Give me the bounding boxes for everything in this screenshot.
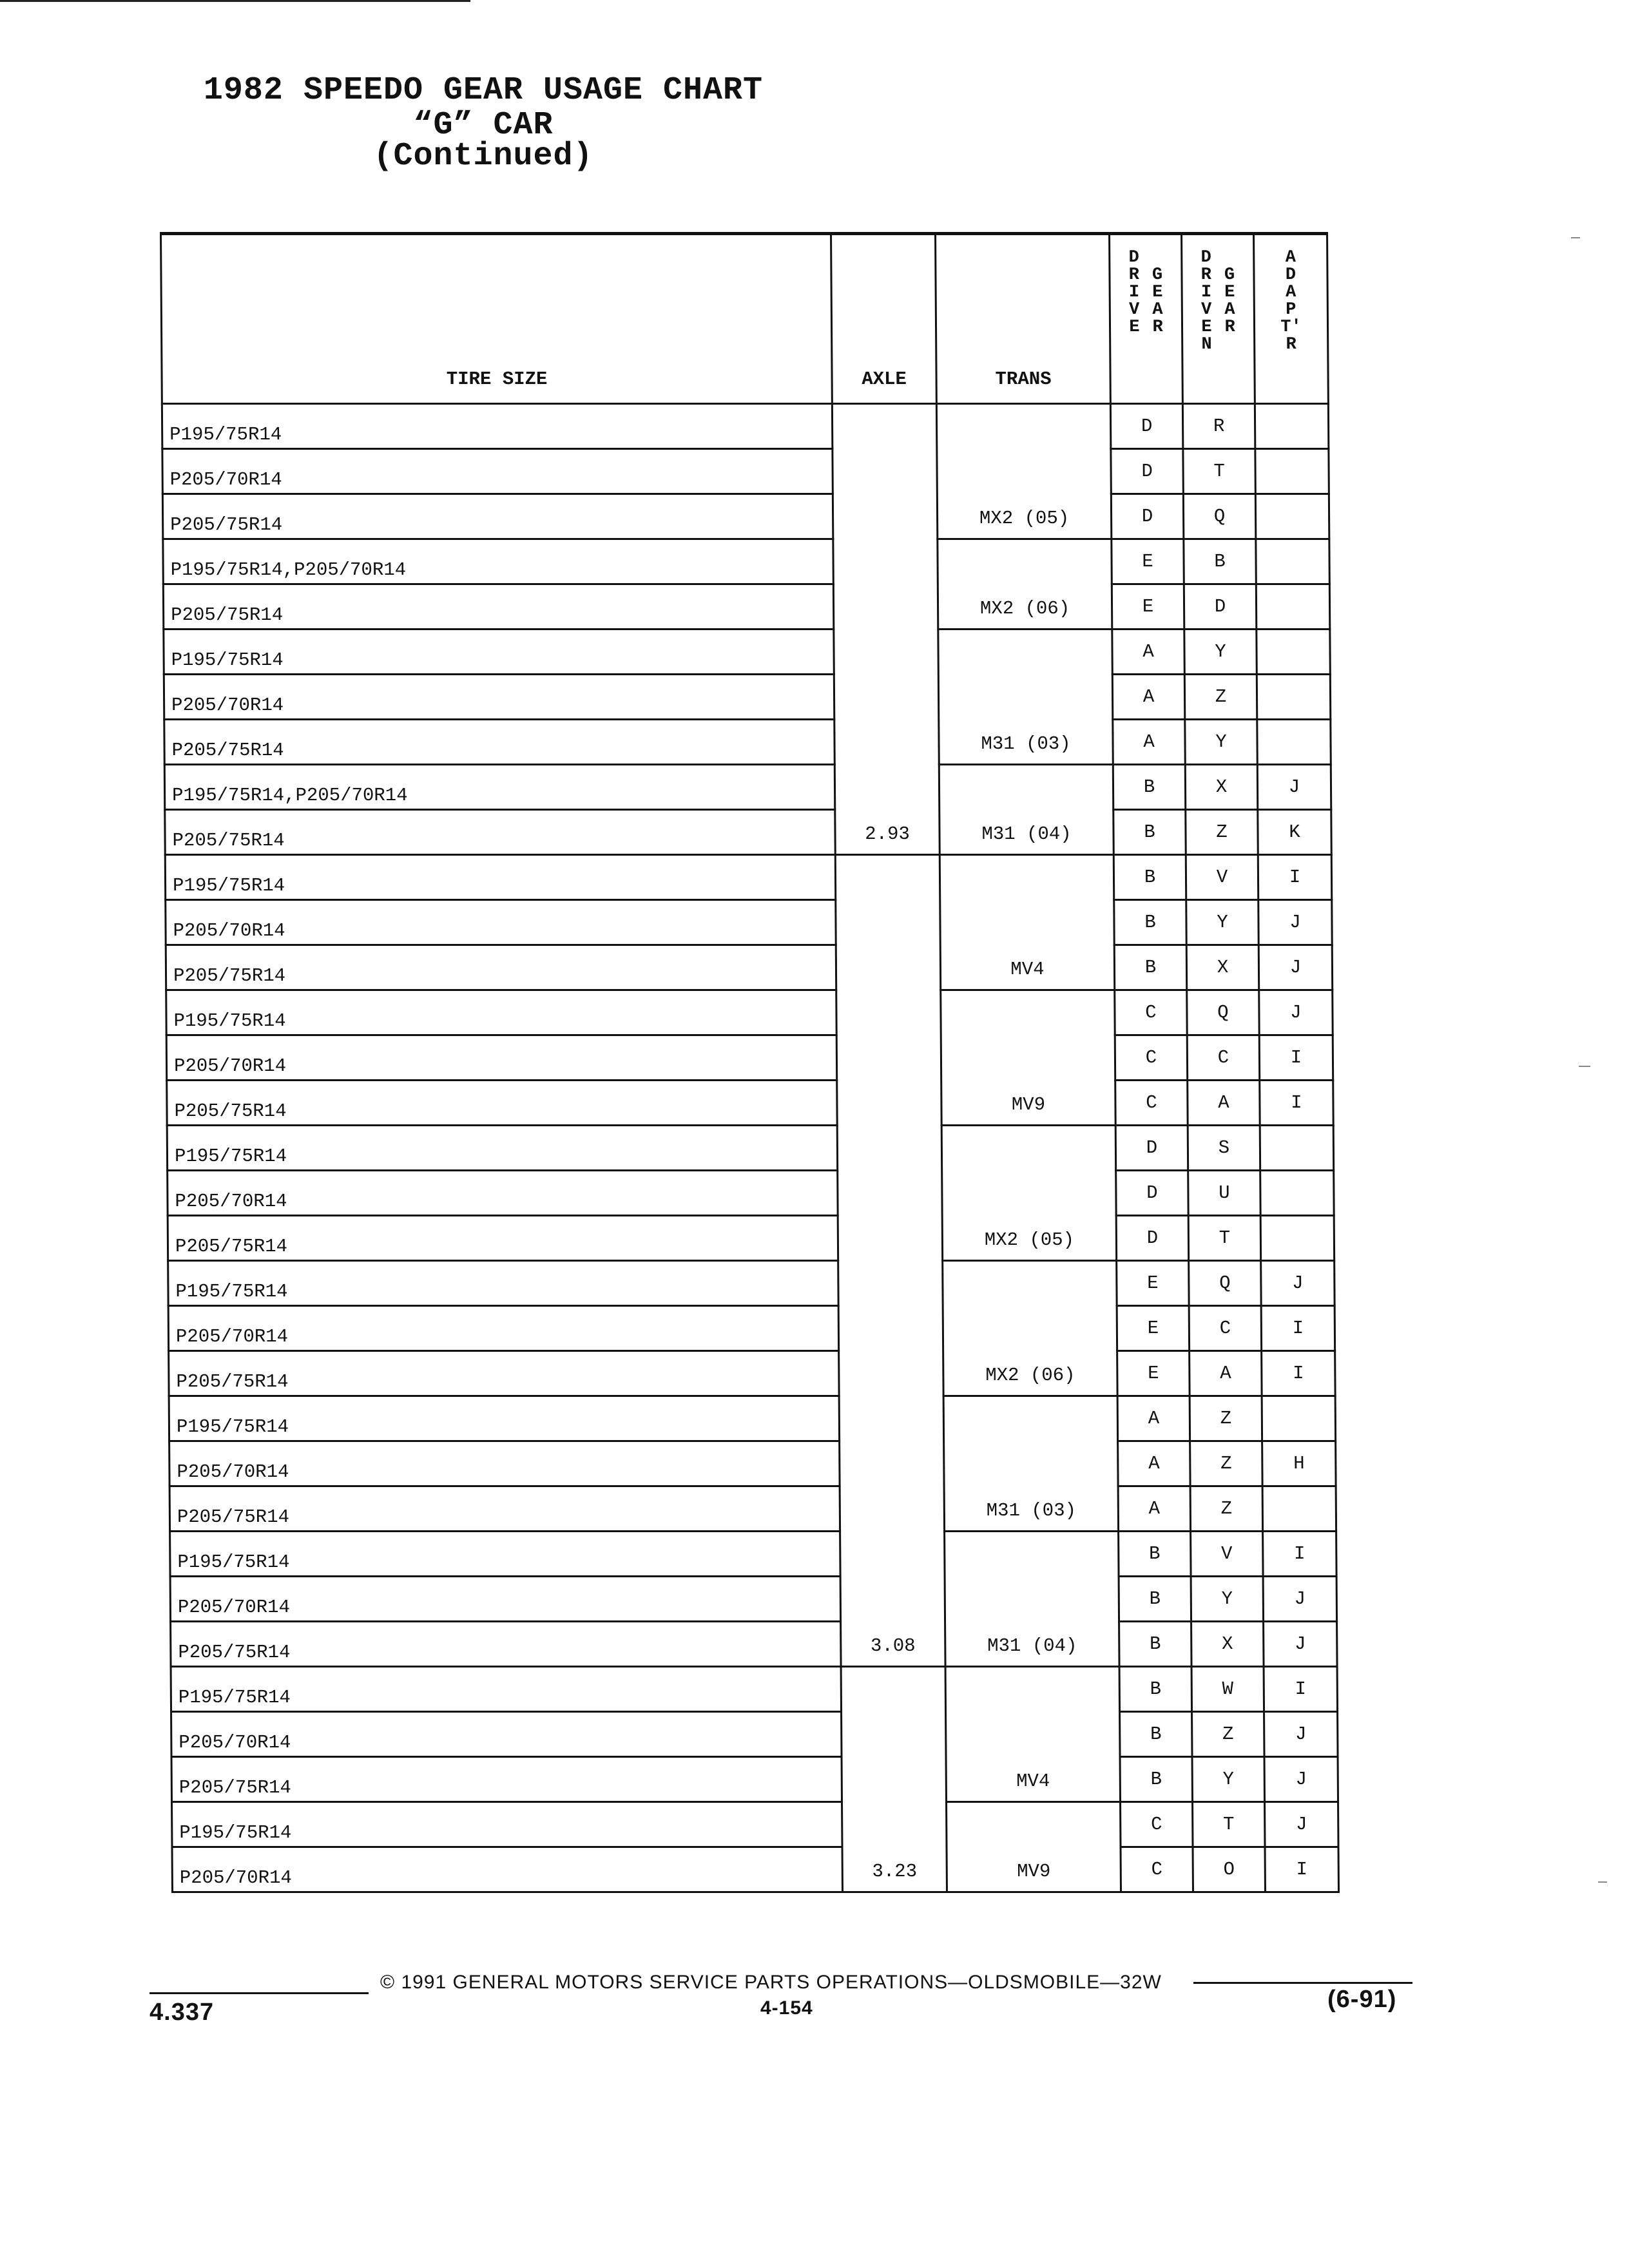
drive-gear-cell: C <box>1115 990 1187 1035</box>
adapter-cell <box>1262 1486 1336 1532</box>
adapter-cell <box>1257 675 1330 720</box>
driven-gear-cell: Y <box>1191 1577 1263 1622</box>
tire-size-cell: P205/70R14 <box>164 675 834 720</box>
adapter-cell <box>1262 1396 1335 1441</box>
revision-date: (6-91) <box>1327 1986 1397 2013</box>
drive-gear-cell: E <box>1117 1261 1189 1306</box>
margin-mark <box>1571 237 1580 238</box>
adapter-cell: J <box>1264 1757 1338 1802</box>
transmission-cell: MX2 (05) <box>936 404 1111 539</box>
drive-gear-cell: D <box>1116 1171 1188 1216</box>
header-letter: T′ <box>1280 318 1302 337</box>
driven-gear-cell: Z <box>1190 1441 1262 1486</box>
footer-rule-left <box>149 1992 369 1994</box>
drive-gear-cell: E <box>1112 539 1184 584</box>
table-row <box>169 1351 1335 1396</box>
chart-subtitle: “G” CAR <box>413 107 554 144</box>
table-row <box>163 539 1329 584</box>
header-letter: D <box>1200 248 1211 267</box>
driven-gear-cell: C <box>1187 1035 1259 1081</box>
adapter-cell <box>1257 720 1331 765</box>
driven-gear-cell: T <box>1193 1802 1265 1847</box>
adapter-cell: J <box>1263 1577 1336 1622</box>
driven-gear-cell: V <box>1186 855 1258 900</box>
transmission-cell: M31 (03) <box>938 629 1113 765</box>
tire-size-cell: P205/75R14 <box>164 720 834 765</box>
tire-size-cell: P205/75R14 <box>166 945 836 990</box>
transmission-cell: MV4 <box>940 855 1114 990</box>
tire-size-cell: P205/75R14 <box>167 1081 837 1126</box>
table-row <box>170 1577 1336 1622</box>
adapter-header <box>1254 234 1329 404</box>
table-row <box>164 765 1331 810</box>
adapter-cell: I <box>1260 1081 1333 1126</box>
header-letter: D <box>1128 248 1139 267</box>
header-letter: V <box>1201 300 1212 320</box>
table-row <box>165 855 1331 900</box>
driven-gear-cell: O <box>1193 1847 1265 1892</box>
transmission-cell: M31 (03) <box>943 1396 1118 1532</box>
chart-title: 1982 SPEEDO GEAR USAGE CHART <box>203 72 764 109</box>
header-letter: I <box>1200 283 1212 302</box>
driven-gear-cell: Z <box>1192 1712 1264 1757</box>
table-row <box>169 1396 1335 1441</box>
speedo-gear-table-container <box>160 232 1337 1888</box>
table-body <box>162 404 1338 1892</box>
header-letter: R <box>1152 318 1163 337</box>
driven-gear-cell: Y <box>1185 720 1257 765</box>
driven-gear-cell: X <box>1185 765 1257 810</box>
drive-gear-cell: D <box>1111 494 1183 539</box>
tire-size-cell: P205/70R14 <box>172 1847 842 1892</box>
drive-gear-cell: A <box>1112 629 1184 675</box>
table-row <box>169 1441 1336 1486</box>
tire-size-cell: P195/75R14 <box>165 855 835 900</box>
header-letter: N <box>1201 335 1212 354</box>
adapter-cell: I <box>1261 1306 1335 1351</box>
table-row <box>166 990 1333 1035</box>
adapter-cell <box>1260 1126 1333 1171</box>
driven-gear-cell: X <box>1186 945 1258 990</box>
tire-size-cell: P205/75R14 <box>168 1216 838 1261</box>
header-letter: A <box>1152 300 1163 320</box>
drive-gear-cell: C <box>1121 1847 1193 1892</box>
margin-mark <box>1579 1066 1590 1067</box>
header-letter: I <box>1128 283 1140 302</box>
driven-gear-cell: X <box>1191 1622 1264 1667</box>
trans-header: TRANS <box>936 234 1111 404</box>
footer-rule-right <box>1193 1982 1412 1984</box>
table-row <box>166 945 1332 990</box>
drive-gear-cell: B <box>1119 1667 1191 1712</box>
tire-size-cell: P195/75R14 <box>164 629 834 675</box>
adapter-cell: J <box>1265 1802 1338 1847</box>
header-letter: E <box>1152 283 1163 302</box>
driven-gear-cell: T <box>1183 449 1255 494</box>
adapter-cell: K <box>1258 810 1331 855</box>
table-row <box>162 449 1329 494</box>
adapter-cell: I <box>1263 1532 1336 1577</box>
transmission-cell: MX2 (06) <box>938 539 1112 629</box>
driven-gear-cell: Q <box>1189 1261 1261 1306</box>
driven-gear-cell: Y <box>1184 629 1257 675</box>
driven-gear-cell: C <box>1189 1306 1261 1351</box>
drive-gear-cell: C <box>1121 1802 1193 1847</box>
drive-gear-cell: B <box>1114 900 1186 945</box>
table-row <box>167 1081 1333 1126</box>
drive-gear-cell: B <box>1113 855 1186 900</box>
table-row <box>166 1035 1333 1081</box>
tire-size-cell: P195/75R14 <box>168 1261 838 1306</box>
tire-size-cell: P195/75R14 <box>172 1802 842 1847</box>
tire-size-header: TIRE SIZE <box>161 234 833 404</box>
adapter-cell: J <box>1258 945 1332 990</box>
driven-gear-cell: R <box>1182 404 1255 449</box>
drive-gear-cell: A <box>1118 1441 1190 1486</box>
driven-gear-cell: Z <box>1190 1486 1262 1532</box>
transmission-cell: MV9 <box>947 1802 1121 1892</box>
table-row <box>163 584 1329 629</box>
tire-size-cell: P205/75R14 <box>171 1622 841 1667</box>
table-row <box>162 494 1329 539</box>
driven-gear-cell: S <box>1188 1126 1260 1171</box>
drive-gear-cell: A <box>1117 1396 1190 1441</box>
drive-gear-cell: B <box>1119 1622 1191 1667</box>
table-row <box>168 1261 1335 1306</box>
header-letter: D <box>1285 265 1296 285</box>
tire-size-cell: P195/75R14 <box>162 404 832 449</box>
adapter-cell <box>1255 404 1328 449</box>
drive-gear-cell: B <box>1120 1712 1192 1757</box>
drive-gear-cell: A <box>1113 720 1185 765</box>
header-letter: V <box>1129 300 1140 320</box>
driven-gear-cell: B <box>1184 539 1256 584</box>
driven-gear-cell: D <box>1184 584 1256 629</box>
table-row <box>164 675 1330 720</box>
header-letter: E <box>1224 283 1235 302</box>
adapter-cell <box>1260 1216 1334 1261</box>
header-letter: G <box>1224 265 1235 285</box>
adapter-cell: I <box>1265 1847 1338 1892</box>
table-row <box>165 810 1331 855</box>
tire-size-cell: P205/75R14 <box>163 584 833 629</box>
adapter-cell <box>1255 494 1329 539</box>
tire-size-cell: P205/70R14 <box>168 1306 838 1351</box>
header-letter: R <box>1200 265 1212 285</box>
table-row <box>171 1622 1337 1667</box>
speedo-gear-table <box>160 232 1340 1893</box>
header-letter: A <box>1224 300 1235 320</box>
table-row <box>168 1216 1334 1261</box>
tire-size-cell: P195/75R14 <box>166 990 836 1035</box>
tire-size-cell: P205/75R14 <box>162 494 833 539</box>
adapter-cell: I <box>1259 1035 1333 1081</box>
tire-size-cell: P205/75R14 <box>171 1757 842 1802</box>
tire-size-cell: P205/70R14 <box>170 1577 840 1622</box>
driven-gear-cell: V <box>1191 1532 1263 1577</box>
adapter-cell: J <box>1258 900 1332 945</box>
drive-gear-cell: A <box>1118 1486 1190 1532</box>
adapter-cell: J <box>1261 1261 1335 1306</box>
table-row <box>171 1757 1338 1802</box>
table-header-row <box>161 234 1329 404</box>
driven-gear-header <box>1182 234 1255 404</box>
table-row <box>167 1126 1333 1171</box>
tire-size-cell: P195/75R14 <box>169 1396 839 1441</box>
drive-gear-cell: B <box>1119 1577 1191 1622</box>
header-letter: G <box>1152 265 1163 285</box>
table-row <box>162 404 1328 449</box>
transmission-cell: MV9 <box>941 990 1115 1126</box>
drive-gear-cell: B <box>1120 1757 1192 1802</box>
tire-size-cell: P205/75R14 <box>165 810 835 855</box>
continued-label: (Continued) <box>373 138 593 175</box>
header-letter: R <box>1286 335 1296 354</box>
adapter-cell: J <box>1264 1712 1338 1757</box>
axle-header: AXLE <box>831 234 937 404</box>
drive-gear-cell: C <box>1115 1081 1188 1126</box>
driven-gear-cell: Z <box>1186 810 1258 855</box>
table-row <box>171 1712 1338 1757</box>
adapter-cell <box>1256 584 1329 629</box>
driven-gear-cell: U <box>1188 1171 1260 1216</box>
table-row <box>172 1847 1338 1892</box>
header-letter: E <box>1201 318 1212 337</box>
driven-gear-cell: Q <box>1187 990 1259 1035</box>
axle-ratio-cell: 2.93 <box>832 404 940 855</box>
drive-gear-cell: E <box>1117 1306 1189 1351</box>
tire-size-cell: P195/75R14 <box>167 1126 837 1171</box>
adapter-cell <box>1255 449 1329 494</box>
driven-gear-cell: Q <box>1183 494 1255 539</box>
drive-gear-cell: C <box>1115 1035 1187 1081</box>
transmission-cell: M31 (04) <box>945 1532 1119 1667</box>
header-letter: P <box>1286 300 1296 320</box>
tire-size-cell: P195/75R14 <box>170 1532 840 1577</box>
drive-gear-cell: D <box>1111 449 1183 494</box>
driven-gear-cell: Y <box>1192 1757 1264 1802</box>
transmission-cell: MX2 (05) <box>941 1126 1116 1261</box>
drive-gear-cell: E <box>1112 584 1184 629</box>
adapter-cell: I <box>1258 855 1331 900</box>
header-letter: R <box>1224 318 1235 337</box>
axle-ratio-cell: 3.08 <box>835 855 945 1667</box>
adapter-cell: H <box>1262 1441 1336 1486</box>
tire-size-cell: P205/75R14 <box>169 1486 840 1532</box>
tire-size-cell: P195/75R14,P205/70R14 <box>164 765 834 810</box>
drive-gear-cell: B <box>1114 945 1186 990</box>
drive-gear-cell: A <box>1112 675 1184 720</box>
header-letter: A <box>1285 248 1296 267</box>
drive-gear-cell: D <box>1115 1126 1188 1171</box>
tire-size-cell: P205/70R14 <box>169 1441 840 1486</box>
driven-gear-cell: Z <box>1184 675 1257 720</box>
table-row <box>169 1486 1336 1532</box>
tire-size-cell: P205/70R14 <box>166 900 836 945</box>
page-number-center: 4-154 <box>760 1997 813 2019</box>
transmission-cell: M31 (04) <box>939 765 1113 855</box>
drive-gear-cell: E <box>1117 1351 1190 1396</box>
drive-gear-cell: D <box>1116 1216 1188 1261</box>
axle-ratio-cell: 3.23 <box>841 1667 947 1892</box>
drive-gear-cell: B <box>1113 810 1186 855</box>
table-row <box>170 1532 1336 1577</box>
table-row <box>171 1667 1337 1712</box>
drive-gear-cell: B <box>1119 1532 1191 1577</box>
header-letter: E <box>1129 318 1140 337</box>
driven-gear-cell: W <box>1191 1667 1264 1712</box>
driven-gear-cell: T <box>1188 1216 1260 1261</box>
driven-gear-cell: A <box>1190 1351 1262 1396</box>
table-row <box>164 720 1331 765</box>
page-number-left: 4.337 <box>149 1999 215 2026</box>
tire-size-cell: P205/75R14 <box>169 1351 839 1396</box>
driven-gear-cell: Z <box>1190 1396 1262 1441</box>
drive-gear-cell: D <box>1110 404 1182 449</box>
tire-size-cell: P195/75R14 <box>171 1667 841 1712</box>
margin-mark <box>1598 1881 1607 1883</box>
tire-size-cell: P205/70R14 <box>171 1712 842 1757</box>
adapter-cell: I <box>1264 1667 1337 1712</box>
transmission-cell: MV4 <box>945 1667 1120 1802</box>
top-rule <box>0 0 470 2</box>
table-row <box>164 629 1330 675</box>
drive-gear-header <box>1110 234 1183 404</box>
adapter-cell <box>1256 539 1329 584</box>
table-row <box>168 1306 1335 1351</box>
transmission-cell: MX2 (06) <box>943 1261 1117 1396</box>
copyright-line: © 1991 GENERAL MOTORS SERVICE PARTS OPERATIONS—OLDSMOBILE—32W <box>380 1972 1162 1993</box>
adapter-cell: I <box>1262 1351 1335 1396</box>
header-letter: R <box>1128 265 1140 285</box>
adapter-cell: J <box>1264 1622 1337 1667</box>
adapter-cell <box>1257 629 1330 675</box>
tire-size-cell: P205/70R14 <box>162 449 833 494</box>
table-row <box>166 900 1332 945</box>
driven-gear-cell: A <box>1188 1081 1260 1126</box>
table-row <box>168 1171 1334 1216</box>
tire-size-cell: P195/75R14,P205/70R14 <box>163 539 833 584</box>
adapter-cell: J <box>1259 990 1333 1035</box>
driven-gear-cell: Y <box>1186 900 1258 945</box>
tire-size-cell: P205/70R14 <box>168 1171 838 1216</box>
header-letter: A <box>1285 283 1296 302</box>
drive-gear-cell: B <box>1113 765 1185 810</box>
adapter-cell <box>1260 1171 1334 1216</box>
adapter-cell: J <box>1257 765 1331 810</box>
table-row <box>172 1802 1338 1847</box>
tire-size-cell: P205/70R14 <box>166 1035 836 1081</box>
